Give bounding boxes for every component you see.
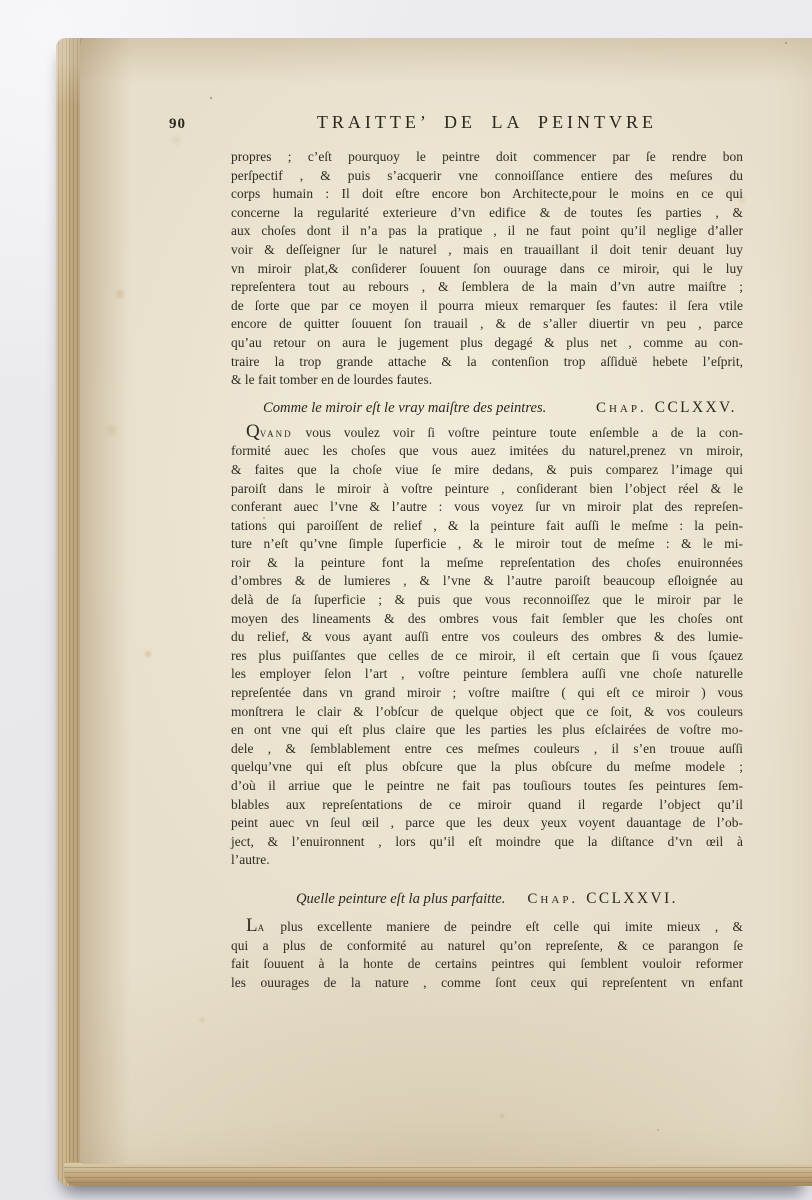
running-title: TRAITTE’ DE LA PEINTVRE <box>316 112 658 132</box>
chapter-reference <box>596 399 737 417</box>
lead-smallcaps: a <box>257 918 267 934</box>
text-line: traire la trop grande attache & la contenſion trop aſſiduë hebete l’eſprit, <box>231 353 743 369</box>
text-line: quelqu’vne qui eſt plus obſcure que la plus obſcure du meſme modele ; <box>231 759 743 775</box>
text-column-content <box>231 148 743 992</box>
text-line: conferant auec l’vne & l’autre : vous voyez ſur vn miroir plat des repreſen- <box>231 499 743 515</box>
text-line: repreſentée dans vn grand miroir ; voſtre maiſtre ( qui eſt ce miroir ) vous <box>231 685 743 701</box>
chapter-reference <box>527 890 678 908</box>
text-line: l’autre. <box>231 852 270 868</box>
text-line: roir & la peinture font la meſme repreſentation des choſes enuironnées <box>231 554 743 570</box>
chapter-title: Comme le miroir eſt le vray maiſtre des peintres. <box>263 399 547 416</box>
text-line: repreſentera tout au rebours , & ſemblera de la main d’vn autre maiſtre ; <box>231 279 743 295</box>
text-line: peint auec vn ſeul œil , parce que les deux yeux voyent dauantage de l’ob- <box>231 815 743 831</box>
page-number: 90 <box>169 116 186 132</box>
chapter-number: CCLXXVI. <box>586 889 678 907</box>
chapter-label: Chap. <box>527 890 579 907</box>
body-paragraph <box>231 420 743 870</box>
text-line: qu’au retour on aura le jugement plus degagé & plus net , comme au con- <box>231 334 743 350</box>
text-line: aux choſes dont il n’a pas la pratique , il ne faut point qu’il neglige d’aller <box>231 223 743 239</box>
text-line: les employer ſelon l’art , voſtre peinture ſemblera auſſi vne choſe naturelle <box>231 666 743 682</box>
text-column <box>169 112 743 992</box>
text-line: La plus excellente maniere de peindre eſt celle qui imite mieux , & <box>246 914 743 936</box>
text-line: corps humain : Il doit eſtre encore bon Architecte,pour le moins en ce qui <box>231 186 743 202</box>
lead-smallcaps: vand <box>259 424 293 440</box>
text-line: du relief, & vous ayant auſſi entre vos couleurs des ombres & des lumie- <box>231 629 743 645</box>
lead-capital: L <box>246 914 258 936</box>
text-line: res plus puiſſantes que celles de ce miroir, il eſt certain que ſi vous ſçauez <box>231 647 743 663</box>
lead-capital: Q <box>246 420 260 442</box>
text-line: tations qui paroiſſent de relief , & la peinture fait auſſi le meſme : la pein- <box>231 517 743 533</box>
text-line: Qvand vous voulez voir ſi voſtre peinture toute enſemble a de la con- <box>246 420 743 442</box>
text-line: d’ombres & de lumieres , & l’vne & l’autre paroiſt beaucoup eſloignée au <box>231 573 743 589</box>
text-line: qui a plus de conformité au naturel qu’on repreſente, & ce parangon ſe <box>231 937 743 953</box>
text-line: blables aux repreſentations de ce miroir quand il regarde l’object qu’il <box>231 796 743 812</box>
text-line: en ont vne qui eſt plus claire que les parties les plus eſclairées de voſtre mo- <box>231 722 743 738</box>
text-line: ture n’eſt qu’vne ſimple ſuperficie , & le miroir tout de meſme : & le mi- <box>231 536 743 552</box>
text-line: fait ſouuent à la honte de certains peintres qui ſemblent vouloir reformer <box>231 956 743 972</box>
text-line: delà de ſa ſuperficie ; & puis que vous reconnoiſſez que le miroir par le <box>231 592 743 608</box>
chapter-heading <box>231 890 743 908</box>
text-line: de ſorte que par ce moyen il pourra mieux remarquer ſes fautes: il ſera vtile <box>231 297 743 313</box>
chapter-number: CCLXXV. <box>654 398 737 416</box>
text-line: & le fait tomber en de lourdes fautes. <box>231 372 433 388</box>
text-line: formité auec les choſes que vous auez imitées du naturel,prenez vn miroir, <box>231 443 743 459</box>
page-header <box>169 112 743 136</box>
book <box>56 38 812 1186</box>
chapter-heading <box>231 399 743 417</box>
text-line: vn miroir plat,& conſiderer ſouuent ſon ouurage dans ce miroir, qui le luy <box>231 260 743 276</box>
text-line: les ouurages de la nature , comme ſont ceux qui repreſentent vn enfant <box>231 974 743 990</box>
text-line: paroiſt dans le miroir à voſtre peinture , conſiderant bien l’object réel & le <box>231 480 743 496</box>
text-line: d’où il arriue que le peintre ne fait pas touſiours toutes ſes peintures ſem- <box>231 778 743 793</box>
text-line: ject, & l’enuironnent , lors qu’il eſt moindre que la diſtance d’vn œil à <box>231 833 743 849</box>
chapter-title: Quelle peinture eſt la plus parfaitte. <box>296 890 506 907</box>
page-surface <box>80 38 812 1164</box>
text-line: propres ; c’eſt pourquoy le peintre doit commencer par ſe rendre bon <box>231 149 743 164</box>
text-line: encore de quitter ſouuent ſon trauail , & de s’aller diuertir vn peu , parce <box>231 316 743 332</box>
text-line: & faites que la choſe viue ſe mire dedans, & puis comparez l’image qui <box>231 461 743 477</box>
body-paragraph <box>231 914 743 992</box>
text-line: perſpectif , & puis s’acquerir vne connoiſſance entiere des meſures du <box>231 167 743 183</box>
text-line: dele , & ſemblablement entre ces meſmes couleurs , il s’en trouue auſſi <box>231 740 743 756</box>
text-line: voir & deſſeigner ſur le naturel , mais en trauaillant il doit tenir deuant luy <box>231 241 743 257</box>
text-line: moyen des lineaments & des ombres vous fait ſembler que les choſes ont <box>231 610 743 626</box>
chapter-label: Chap. <box>595 399 647 416</box>
text-line: monſtrera le clair & l’obſcur de quelque object que ce ſoit, & vos couleurs <box>231 703 743 719</box>
text-line: concerne la regularité exterieure d’vn edifice & de toutes ſes parties , & <box>231 204 743 220</box>
book-page-edges-bottom <box>64 1162 812 1186</box>
body-paragraph <box>231 148 743 390</box>
